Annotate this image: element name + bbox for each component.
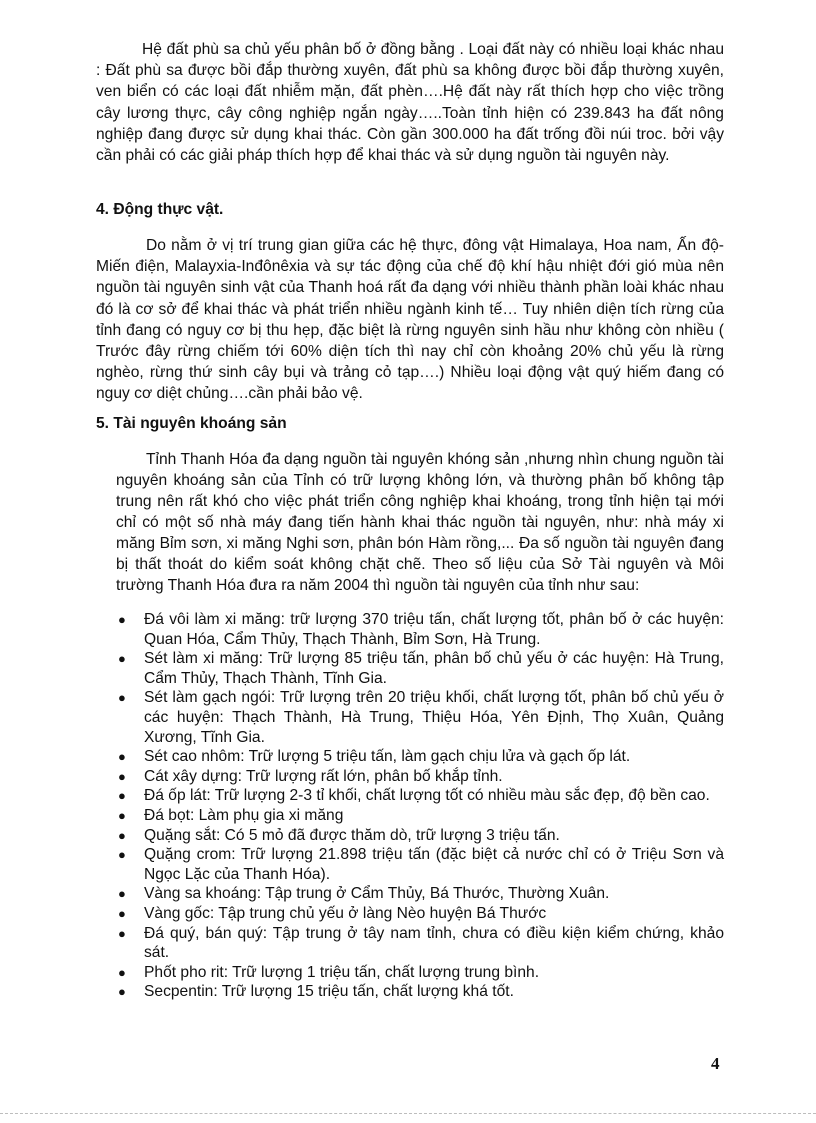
list-item-text: Secpentin: Trữ lượng 15 triệu tấn, chất lượng khá tốt.	[144, 983, 514, 1001]
list-item	[116, 649, 724, 688]
list-item-text: Đá quý, bán quý: Tập trung ở tây nam tỉnh, chưa có điều kiện kiểm chứng, khảo sát.	[144, 924, 724, 962]
list-item	[116, 688, 724, 747]
list-item-text: Quặng sắt: Có 5 mỏ đã được thăm dò, trữ lượng 3 triệu tấn.	[144, 826, 560, 844]
list-item	[116, 982, 724, 1002]
list-item-text: Sét cao nhôm: Trữ lượng 5 triệu tấn, làm gạch chịu lửa và gạch ốp lát.	[144, 748, 631, 766]
list-item	[116, 904, 724, 924]
paragraph-minerals: Tỉnh Thanh Hóa đa dạng nguồn tài nguyên khóng sản ,nhưng nhìn chung nguồn tài nguyên khoáng sản của Tỉnh có trữ lượng không lớn, và thường phân bố không tập trung nên rất khó cho việc phát triển công nghiệp khai khoáng, trong tỉnh hiện tại mới chỉ có một số nhà máy đang tiến hành khai thác nguồn tài nguyên, như: nhà máy xi măng Bỉm sơn, xi măng Nghi sơn, phân bón Hàm rồng,... Đa số nguồn tài nguyên đang bị thất thoát do kiểm soát không chặt chẽ. Theo số liệu của Sở Tài nguyên và Môi trường Thanh Hóa đưa ra năm 2004 thì nguồn tài nguyên của tỉnh như sau:	[116, 451, 724, 594]
bullet-icon: ●	[118, 984, 126, 1000]
bullet-icon: ●	[118, 886, 126, 902]
list-item-text: Sét làm gạch ngói: Trữ lượng trên 20 triệu khối, chất lượng tốt, phân bố chủ yếu ở các huyện: Thạch Thành, Hà Trung, Thiệu Hóa, Yên Định, Thọ Xuân, Quảng Xương, Tĩnh Gia.	[144, 689, 724, 746]
list-item-text: Đá vôi làm xi măng: trữ lượng 370 triệu tấn, chất lượng tốt, phân bố ở các huyện: Quan Hóa, Cẩm Thủy, Thạch Thành, Bỉm Sơn, Hà Trung.	[144, 611, 724, 648]
paragraph-flora-fauna: Do nằm ở vị trí trung gian giữa các hệ thực, đông vật Himalaya, Hoa nam, Ấn độ-Miến điện, Malayxia-Inđônêxia và sự tác động của chế độ khí hậu nhiệt đới gió mùa nên nguồn tài nguyên sinh vật của Thanh hoá rất đa dạng với nhiều thành phần loài khác nhau đó là cơ sở để khai thác và phát triển nhiều ngành kinh tế… Tuy nhiên diện tích rừng của tỉnh đang có nguy cơ bị thu hẹp, đặc biệt là rừng nguyên sinh hầu như không còn nhiều ( Trước đây rừng chiếm tới 60% diện tích thì nay chỉ còn khoảng 20% chủ yếu là rừng nghèo, rừng thứ sinh cây bụi và trảng cỏ tạp….) Nhiều loại động vật quý hiếm đang có nguy cơ diệt chủng….cần phải bảo vệ.	[96, 237, 724, 403]
bullet-icon: ●	[118, 827, 126, 843]
bullet-icon: ●	[118, 847, 126, 863]
list-item	[116, 845, 724, 884]
list-item	[116, 786, 724, 806]
list-item-text: Sét làm xi măng: Trữ lượng 85 triệu tấn, phân bố chủ yếu ở các huyện: Hà Trung, Cẩm Thủy, Thạch Thành, Tĩnh Gia.	[144, 650, 724, 687]
bullet-icon: ●	[118, 788, 126, 804]
paragraph-soil: Hệ đất phù sa chủ yếu phân bố ở đồng bằng . Loại đất này có nhiều loại khác nhau : Đất phù sa được bồi đắp thường xuyên, đất phù sa không được bồi đắp thường xuyên, ven biển có các loại đất nhiễm mặn, đất phèn….Hệ đất này rất thích hợp cho việc trồng cây lương thực, cây công nghiệp ngắn ngày…..Toàn tỉnh hiện có 239.843 ha đất nông nghiệp đang được sử dụng khai thác. Còn gần 300.000 ha đất trống đồi núi troc. bởi vậy cần phải có các giải pháp thích hợp để khai thác và sử dụng nguồn tài nguyên này.	[96, 41, 724, 165]
section-heading-flora-fauna: 4. Động thực vật.	[96, 201, 224, 218]
bullet-icon: ●	[118, 690, 126, 706]
list-item-text: Đá bọt: Làm phụ gia xi măng	[144, 806, 344, 824]
page-number: 4	[711, 1054, 720, 1073]
list-item	[116, 924, 724, 963]
bullet-icon: ●	[118, 768, 126, 784]
page-bottom-divider	[0, 1113, 816, 1114]
list-item	[116, 610, 724, 649]
bullet-icon: ●	[118, 964, 126, 980]
bullet-icon: ●	[118, 925, 126, 941]
bullet-icon: ●	[118, 749, 126, 765]
mineral-list	[116, 610, 724, 1002]
section-heading-minerals: 5. Tài nguyên khoáng sản	[96, 415, 287, 432]
list-item-text: Đá ốp lát: Trữ lượng 2-3 tỉ khối, chất lượng tốt có nhiều màu sắc đẹp, độ bền cao.	[144, 787, 710, 805]
list-item	[116, 826, 724, 846]
list-item	[116, 806, 724, 826]
list-item	[116, 767, 724, 787]
list-item-text: Vàng sa khoáng: Tập trung ở Cẩm Thủy, Bá Thước, Thường Xuân.	[144, 885, 610, 903]
bullet-icon: ●	[118, 905, 126, 921]
bullet-icon: ●	[118, 807, 126, 823]
list-item-text: Quặng crom: Trữ lượng 21.898 triệu tấn (đặc biệt cả nước chỉ có ở Triệu Sơn và Ngọc Lặc của Thanh Hóa).	[144, 846, 724, 883]
bullet-icon: ●	[118, 651, 126, 667]
list-item	[116, 963, 724, 983]
list-item	[116, 747, 724, 767]
list-item	[116, 884, 724, 904]
list-item-text: Vàng gốc: Tập trung chủ yếu ở làng Nèo huyện Bá Thước	[144, 904, 547, 922]
list-item-text: Cát xây dựng: Trữ lượng rất lớn, phân bố khắp tỉnh.	[144, 767, 503, 785]
bullet-icon: ●	[118, 612, 126, 627]
list-item-text: Phốt pho rit: Trữ lượng 1 triệu tấn, chất lượng trung bình.	[144, 963, 540, 981]
